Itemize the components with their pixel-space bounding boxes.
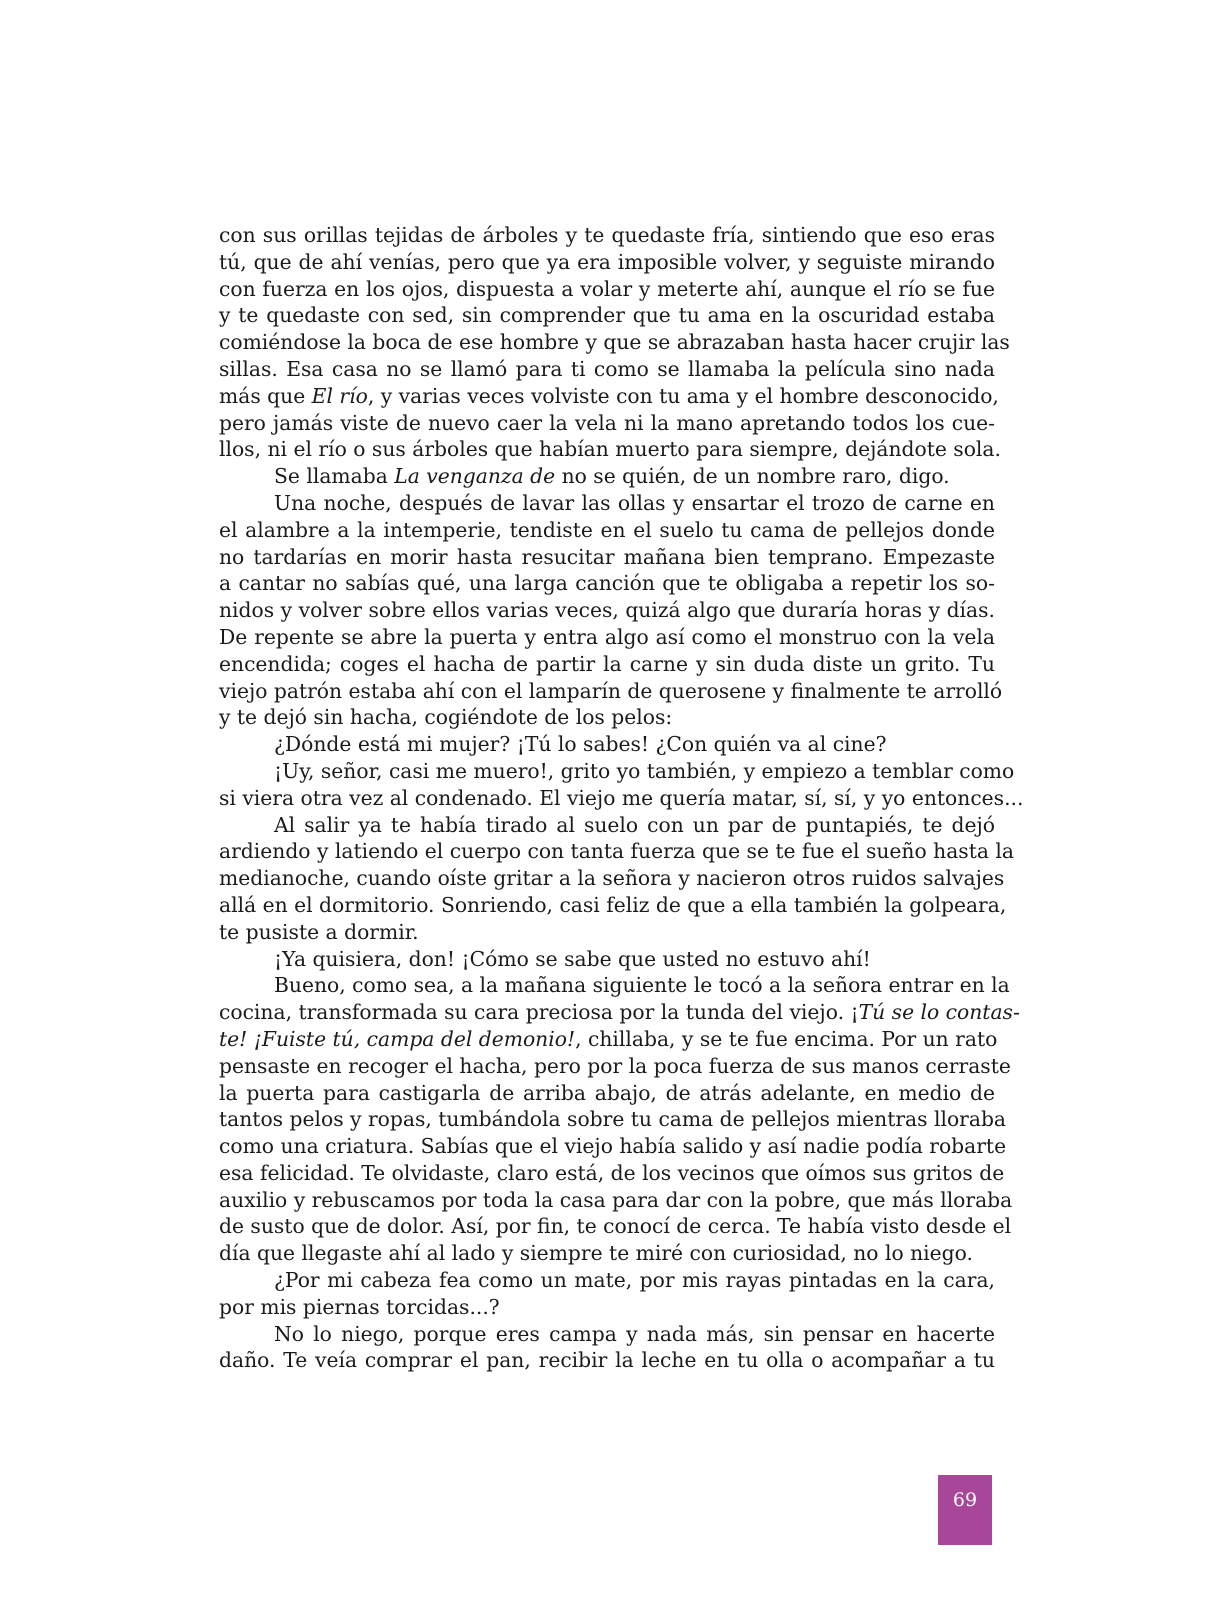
- text-line: daño. Te veía comprar el pan, recibir la leche en tu olla o acompañar a tu: [219, 1348, 995, 1373]
- text-line: tantos pelos y ropas, tumbándola sobre tu cama de pellejos mientras lloraba: [219, 1107, 1007, 1132]
- text-line: nidos y volver sobre ellos varias veces, quizá algo que duraría horas y días.: [219, 598, 995, 623]
- text-run: cocina, transformada su cara preciosa por la tunda del viejo. ¡: [219, 1000, 859, 1025]
- text-line: [219, 463, 995, 490]
- text-line: comiéndose la boca de ese hombre y que se abrazaban hasta hacer crujir las: [219, 330, 1010, 355]
- text-line: y te dejó sin hacha, cogiéndote de los pelos:: [219, 705, 673, 730]
- text-line: allá en el dormitorio. Sonriendo, casi feliz de que a ella también la golpeara,: [219, 892, 1007, 917]
- text-line: [219, 383, 999, 410]
- text-run: Se llamaba: [274, 464, 395, 489]
- page-number: 69: [952, 1489, 978, 1511]
- text-line: y te quedaste con sed, sin comprender que tu ama en la oscuridad estaba: [219, 303, 995, 328]
- text-line: No lo niego, porque eres campa y nada más, sin pensar en hacerte: [274, 1321, 995, 1346]
- text-line: viejo patrón estaba ahí con el lamparín de querosene y finalmente te arrolló: [219, 678, 1003, 703]
- text-line: ardiendo y latiendo el cuerpo con tanta fuerza que se te fue el sueño hasta la: [219, 839, 1014, 864]
- text-line: Una noche, después de lavar las ollas y ensartar el trozo de carne en: [274, 490, 995, 515]
- text-line: esa felicidad. Te olvidaste, claro está, de los vecinos que oímos sus gritos de: [219, 1160, 1005, 1185]
- text-line: por mis piernas torcidas...?: [219, 1294, 500, 1319]
- text-line: a cantar no sabías qué, una larga canción que te obligaba a repetir los so-: [219, 571, 995, 596]
- text-line: encendida; coges el hacha de partir la carne y sin duda diste un grito. Tu: [219, 651, 995, 676]
- text-line: [219, 1026, 998, 1053]
- text-line: de susto que de dolor. Así, por fin, te conocí de cerca. Te había visto desde el: [219, 1214, 1012, 1239]
- text-line: Al salir ya te había tirado al suelo con un par de puntapiés, te dejó: [274, 812, 995, 837]
- text-line: pero jamás viste de nuevo caer la vela ni la mano apretando todos los cue-: [219, 410, 995, 435]
- text-line: sillas. Esa casa no se llamó para ti como se llamaba la película sino nada: [219, 356, 995, 381]
- text-line: Bueno, como sea, a la mañana siguiente le tocó a la señora entrar en la: [274, 973, 1010, 998]
- text-line: ¡Uy, señor, casi me muero!, grito yo también, y empiezo a temblar como: [274, 758, 1015, 783]
- text-line: ¿Dónde está mi mujer? ¡Tú lo sabes! ¿Con quién va al cine?: [274, 732, 887, 757]
- page-number-badge: [938, 1475, 992, 1545]
- text-line: el alambre a la intemperie, tendiste en el suelo tu cama de pellejos donde: [219, 517, 995, 542]
- text-line: si viera otra vez al condenado. El viejo me quería matar, sí, sí, y yo entonces...: [219, 785, 1024, 810]
- text-line: te pusiste a dormir.: [219, 919, 419, 944]
- italic-speech: Tú se lo contas-: [858, 1000, 1020, 1025]
- text-line: la puerta para castigarla de arriba abajo, de atrás adelante, en medio de: [219, 1080, 995, 1105]
- text-line: [219, 999, 1020, 1026]
- body-text: [219, 222, 1024, 1374]
- text-line: día que llegaste ahí al lado y siempre te miré con curiosidad, no lo niego.: [219, 1241, 973, 1266]
- text-line: De repente se abre la puerta y entra algo así como el monstruo con la vela: [219, 624, 995, 649]
- text-line: auxilio y rebuscamos por toda la casa para dar con la pobre, que más lloraba: [219, 1187, 1013, 1212]
- film-title: La venganza de: [394, 464, 556, 489]
- text-line: como una criatura. Sabías que el viejo había salido y así nadie podía robarte: [219, 1134, 1007, 1159]
- text-line: llos, ni el río o sus árboles que habían muerto para siempre, dejándote sola.: [219, 437, 1001, 462]
- text-line: con sus orillas tejidas de árboles y te quedaste fría, sintiendo que eso eras: [219, 223, 995, 247]
- italic-speech: te! ¡Fuiste tú, campa del demonio!: [219, 1026, 576, 1051]
- text-line: ¡Ya quisiera, don! ¡Cómo se sabe que usted no estuvo ahí!: [274, 946, 871, 971]
- text-line: medianoche, cuando oíste gritar a la señora y nacieron otros ruidos salvajes: [219, 866, 1005, 891]
- text-line: con fuerza en los ojos, dispuesta a volar y meterte ahí, aunque el río se fue: [219, 276, 995, 301]
- text-run: , y varias veces volviste con tu ama y el hombre desconocido,: [367, 383, 999, 408]
- text-run: más que: [219, 383, 312, 408]
- text-run: , chillaba, y se te fue encima. Por un rato: [575, 1026, 998, 1051]
- film-title: El río: [311, 383, 368, 408]
- text-line: ¿Por mi cabeza fea como un mate, por mis rayas pintadas en la cara,: [274, 1268, 995, 1293]
- text-line: pensaste en recoger el hacha, pero por la poca fuerza de sus manos cerraste: [219, 1053, 1011, 1078]
- text-line: no tardarías en morir hasta resucitar mañana bien temprano. Empezaste: [219, 544, 995, 569]
- text-line: tú, que de ahí venías, pero que ya era imposible volver, y seguiste mirando: [219, 249, 995, 274]
- text-run: no se quién, de un nombre raro, digo.: [555, 464, 950, 489]
